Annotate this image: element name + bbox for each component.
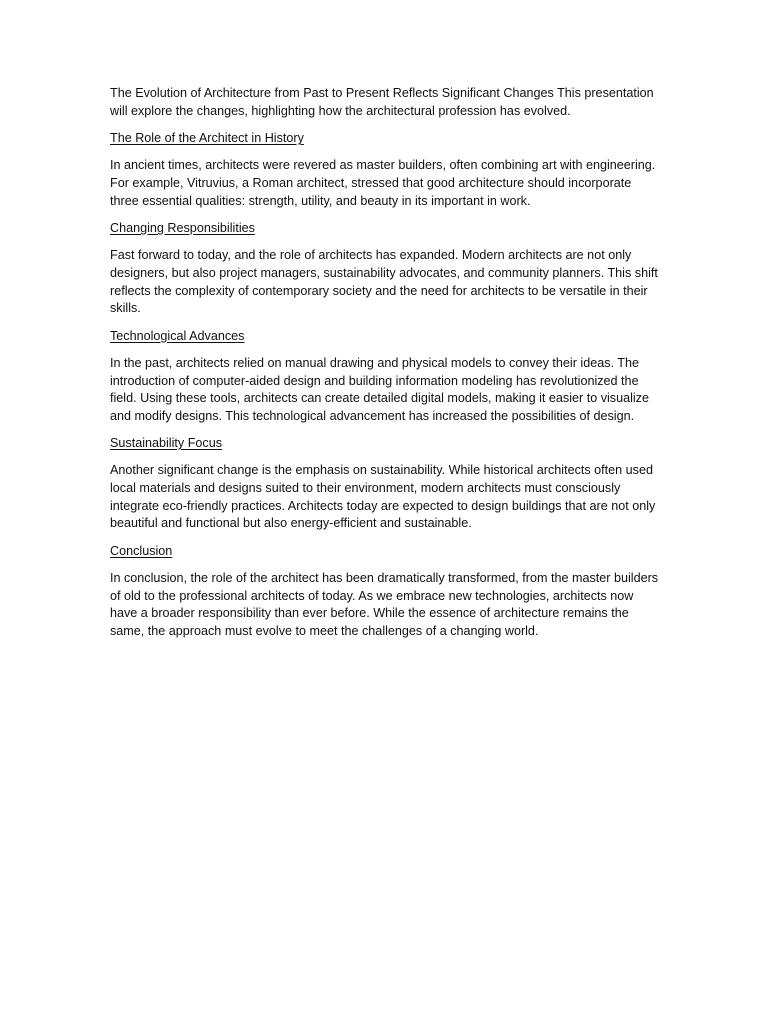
section-body-role-of-architect: In ancient times, architects were revered as master builders, often combining art with engineering. For example, Vitruvius, a Roman architect, stressed that good architecture should incorporate three essential qualities: strength, utility, and beauty in its important in work.	[110, 158, 656, 208]
document-body	[110, 85, 662, 650]
section-heading-sustainability-focus: Sustainability Focus	[110, 436, 222, 451]
section-body-technological-advances: In the past, architects relied on manual drawing and physical models to convey their ideas. The introduction of computer-aided design and building information modeling has revolutionized the field. Using these tools, architects can create detailed digital models, making it easier to visualize and modify designs. This technological advancement has increased the possibilities of design.	[110, 355, 650, 423]
section-heading-role-of-architect: The Role of the Architect in History	[110, 130, 304, 145]
section-body-changing-responsibilities: Fast forward to today, and the role of architects has expanded. Modern architects are not only designers, but also project managers, sustainability advocates, and community planners. This shift reflects the complexity of contemporary society and the need for architects to be versatile in their skills.	[110, 248, 658, 316]
section-heading-conclusion: Conclusion	[110, 543, 173, 558]
intro-paragraph: The Evolution of Architecture from Past to Present Reflects Significant Changes This presentation will explore the changes, highlighting how the architectural profession has evolved.	[110, 86, 654, 118]
section-heading-changing-responsibilities: Changing Responsibilities	[110, 220, 255, 235]
section-body-sustainability-focus: Another significant change is the emphasis on sustainability. While historical architects often used local materials and designs suited to their environment, modern architects must consciously integrate eco-friendly practices. Architects today are expected to design buildings that are not only beautiful and functional but also energy-efficient and sustainable.	[110, 463, 656, 531]
section-heading-technological-advances: Technological Advances	[110, 328, 245, 343]
section-body-conclusion: In conclusion, the role of the architect has been dramatically transformed, from the master builders of old to the professional architects of today. As we embrace new technologies, architects now have a broader responsibility than ever before. While the essence of architecture remains the same, the approach must evolve to meet the challenges of a changing world.	[110, 571, 659, 638]
